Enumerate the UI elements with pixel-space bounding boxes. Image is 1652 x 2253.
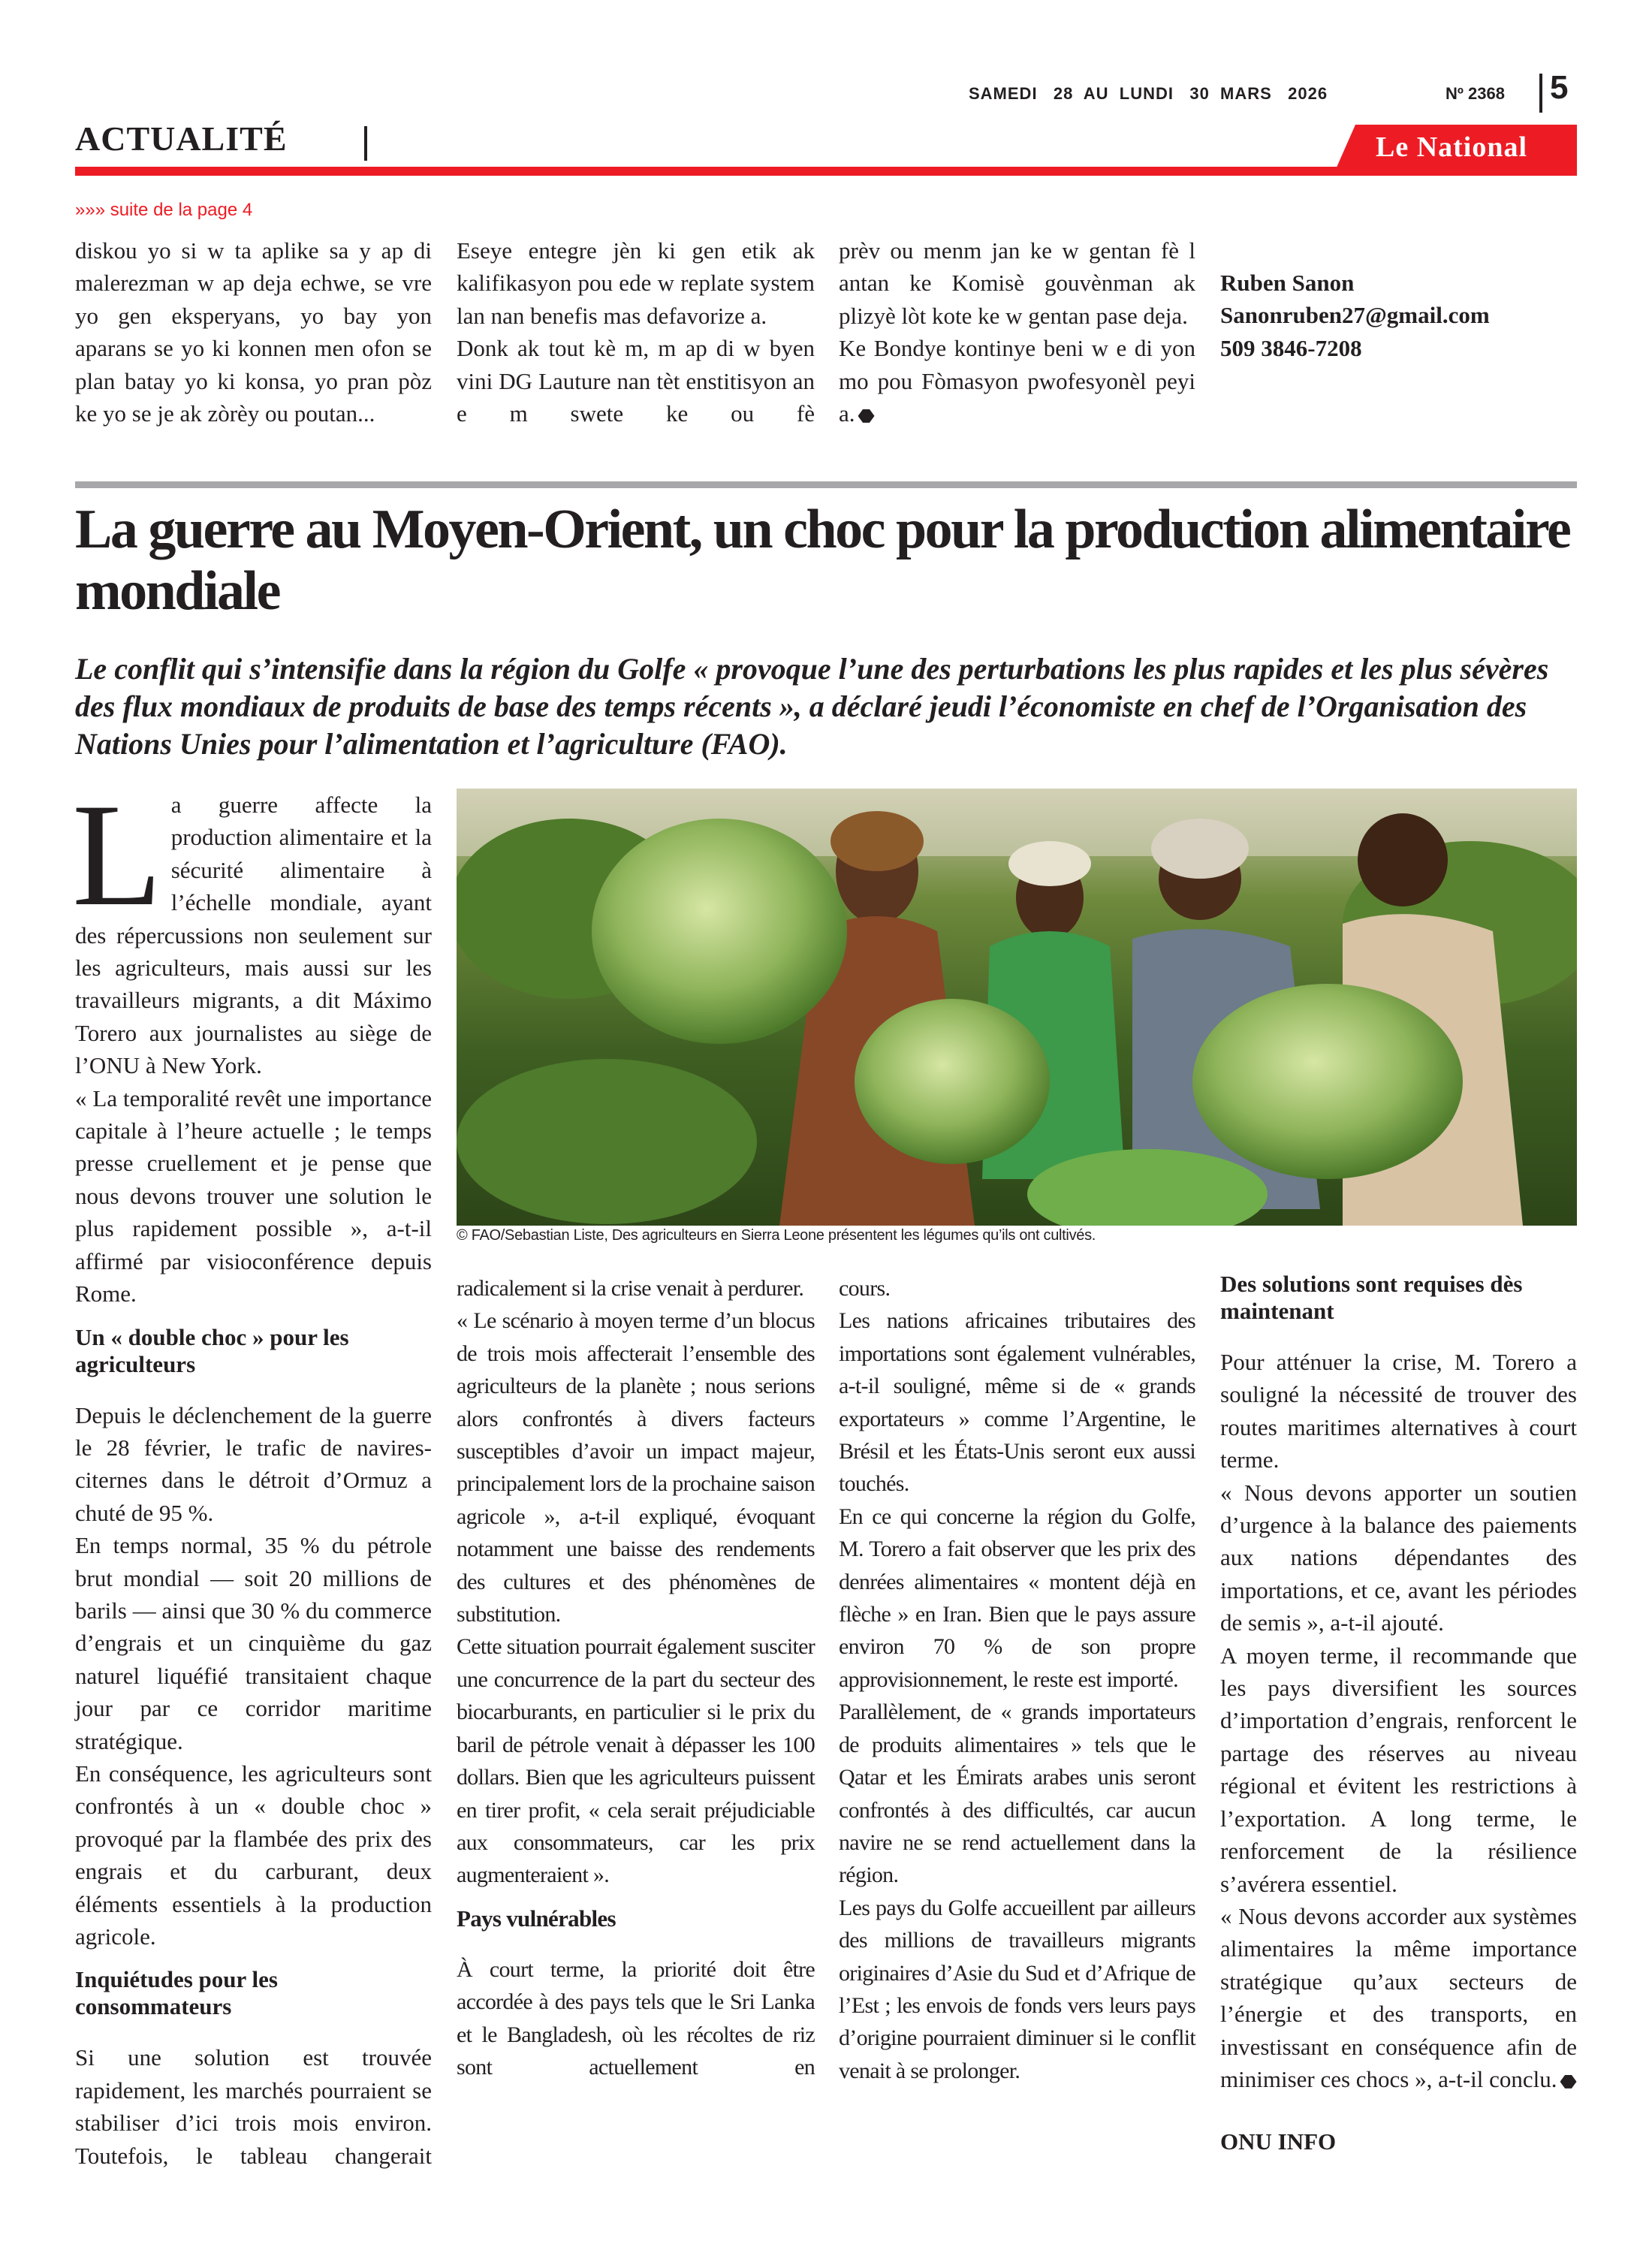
subheading: Inquiétudes pour les consommateurs <box>75 1966 278 2020</box>
author-phone: 509 3846-7208 <box>1220 334 1362 361</box>
author-block <box>1220 267 1573 364</box>
article-deck: Le conflit qui s’intensifie dans la région du Golfe « provoque l’une des perturbations les plus rapides et les plus sévères des flux mondiaux de produits de base des temps récents », a déclaré jeudi l’économiste en chef de l’Organisation des Nations Unies pour l’alimentation et l’agriculture (FAO). <box>75 652 1549 761</box>
paragraph: a guerre affecte la production alimentaire et la sécurité alimentaire à l’échelle mondiale, ayant des répercussions non seulement sur les agriculteurs, mais aussi sur les travailleurs migrants, a dit Máximo Torero aux journalistes au siège de l’ONU à New York. <box>75 792 432 1079</box>
paragraph: « Le scénario à moyen terme d’un blocus de trois mois affecterait l’ensemble des agriculteurs de la planète ; nous serions alors confrontés à divers facteurs susceptibles d’avoir un impact majeur, principalement lors de la prochaine saison agricole », a-t-il expliqué, évoquant notamment une baisse des rendements des cultures et des phénomènes de substitution. <box>457 1308 815 1627</box>
paragraph: cours. <box>839 1276 891 1301</box>
paragraph-text: Ke Bondye kontinye beni w e di yon mo pou Fòmasyon pwofesyonèl peyi a. <box>839 335 1195 427</box>
article-column-2 <box>457 1272 815 2083</box>
author-email[interactable]: Sanonruben27@gmail.com <box>1220 302 1490 329</box>
article-source: ONU INFO <box>1220 2128 1337 2155</box>
section-title: ACTUALITÉ <box>75 119 288 158</box>
paragraph: Depuis le déclenchement de la guerre le 28 février, le trafic de navires-citernes dans le détroit d’Ormuz a chuté de 95 %. <box>75 1401 432 1526</box>
paragraph: Parallèlement, de « grands importateurs de produits alimentaires » tels que le Qatar et les Émirats arabes unis seront confrontés à des difficultés, car aucun navire ne se rend actuellement dans la région. <box>839 1700 1195 1888</box>
page-number-divider <box>1539 74 1542 113</box>
paragraph: Si une solution est trouvée rapidement, les marchés pourraient se stabiliser d’ici trois mois environ. Toutefois, le tableau changerait <box>75 2044 432 2169</box>
page-number: 5 <box>1550 69 1569 106</box>
article-column-4 <box>1220 1271 1577 2158</box>
continued-column-1 <box>75 234 432 430</box>
author-name: Ruben Sanon <box>1220 270 1355 296</box>
paragraph: En temps normal, 35 % du pétrole brut mondial — soit 20 millions de barils — ainsi que 30 % du commerce d’engrais et un cinquième du gaz naturel liquéfié transitaient chaque jour par ce corridor maritime stratégique. <box>75 1532 432 1754</box>
end-of-article-icon <box>858 409 875 423</box>
paragraph: En ce qui concerne la région du Golfe, M. Torero a fait observer que les prix des denrées alimentaires « montent déjà en flèche » en Iran. Bien que le pays assure environ 70 % de son propre approvisionnement, le reste est importé. <box>839 1504 1195 1692</box>
continued-from-label: »»» suite de la page 4 <box>75 200 253 220</box>
paragraph: « Nous devons apporter un soutien d’urgence à la balance des paiements aux nations dépendantes des importations, et ce, avant les périodes de semis », a-t-il ajouté. <box>1220 1479 1577 1636</box>
paragraph <box>1220 1900 1577 2095</box>
paragraph: « La temporalité revêt une importance capitale à l’heure actuelle ; le temps presse cruellement et je pense que nous devons trouver une solution le plus rapidement possible », a-t-il affirmé par visioconférence depuis Rome. <box>75 1084 432 1307</box>
paragraph: diskou yo si w ta aplike sa y ap di malerezman w ap deja echwe, se vre yo gen eksperyans, yo bay yon aparans se yo ki konnen men ofon se plan batay yo ki konsa, yo pran pòz ke yo se je ak zòrèy ou poutan... <box>75 237 432 427</box>
continued-column-3 <box>839 234 1195 430</box>
paragraph: Cette situation pourrait également susciter une concurrence de la part du secteur des biocarburants, en particulier si le prix du baril de pétrole venait à dépasser les 100 dollars. Bien que les agriculteurs puissent en tirer profit, « cela serait préjudiciable aux consommateurs, car les prix augmenteraient ». <box>457 1634 815 1888</box>
paragraph: Donk ak tout kè m, m ap di w byen vini DG Lauture nan tèt enstitisyon an e m swete ke ou fè <box>457 335 815 427</box>
section-divider <box>364 126 367 161</box>
paragraph <box>839 332 1195 430</box>
paragraph: Les nations africaines tributaires des importations sont également vulnérables, a-t-il souligné, même si de « grands exportateurs » comme l’Argentine, le Brésil et les États-Unis seront eux aussi touchés. <box>839 1308 1195 1497</box>
paragraph: Les pays du Golfe accueillent par ailleurs des millions de travailleurs migrants originaires d’Asie du Sud et d’Afrique de l’Est ; les envois de fonds vers leurs pays d’origine pourraient diminuer si le conflit venait à se prolonger. <box>839 1895 1195 2083</box>
paragraph: À court terme, la priorité doit être accordée à des pays tels que le Sri Lanka et le Bangladesh, où les récoltes de riz sont actuellement en <box>457 1956 815 2080</box>
photo-caption: © FAO/Sebastian Liste, Des agriculteurs en Sierra Leone présentent les légumes qu’ils ont cultivés. <box>457 1227 1096 1244</box>
paragraph: prèv ou menm jan ke w gentan fè l antan ke Komisè gouvènman ak plizyè lòt kote ke w gentan pase deja. <box>839 237 1195 329</box>
article-headline: La guerre au Moyen-Orient, un choc pour la production alimentaire mondiale <box>75 499 1570 622</box>
subheading: Pays vulnérables <box>457 1905 616 1932</box>
paragraph-text: « Nous devons accorder aux systèmes alimentaires la même importance stratégique qu’aux secteurs de l’énergie et des transports, en investissant en conséquence afin de minimiser ces chocs », a-t-il conclu. <box>1220 1902 1577 2092</box>
paragraph: En conséquence, les agriculteurs sont confrontés à un « double choc » provoqué par la flambée des prix des engrais et du carburant, deux éléments essentiels à la production agricole. <box>75 1760 432 1950</box>
subheading: Des solutions sont requises dès maintenant <box>1220 1271 1523 1324</box>
article-column-1 <box>72 774 432 2172</box>
continued-column-2 <box>457 234 815 430</box>
newspaper-logo: Le National <box>1376 131 1528 163</box>
paragraph: Pour atténuer la crise, M. Torero a souligné la nécessité de trouver des routes maritimes alternatives à court terme. <box>1220 1349 1577 1473</box>
drop-cap: L <box>72 774 162 936</box>
paragraph: A moyen terme, il recommande que les pays diversifient les sources d’importation d’engrais, renforcent le partage des réserves au niveau régional et évitent les restrictions à l’exportation. A long terme, le renforcement de la résilience s’avérera essentiel. <box>1220 1642 1577 1897</box>
issue-date: SAMEDI 28 AU LUNDI 30 MARS 2026 <box>969 84 1328 103</box>
paragraph: Eseye entegre jèn ki gen etik ak kalifikasyon pou ede w replate system lan nan benefis mas defavorize a. <box>457 237 815 329</box>
end-of-article-icon <box>1560 2075 1577 2089</box>
article-photo <box>457 789 1577 1226</box>
article-column-3 <box>839 1272 1195 2087</box>
paragraph: radicalement si la crise venait à perdurer. <box>457 1276 804 1301</box>
subheading: Un « double choc » pour les agriculteurs <box>75 1323 349 1377</box>
issue-number: Nº 2368 <box>1446 84 1505 103</box>
article-divider <box>75 481 1577 488</box>
